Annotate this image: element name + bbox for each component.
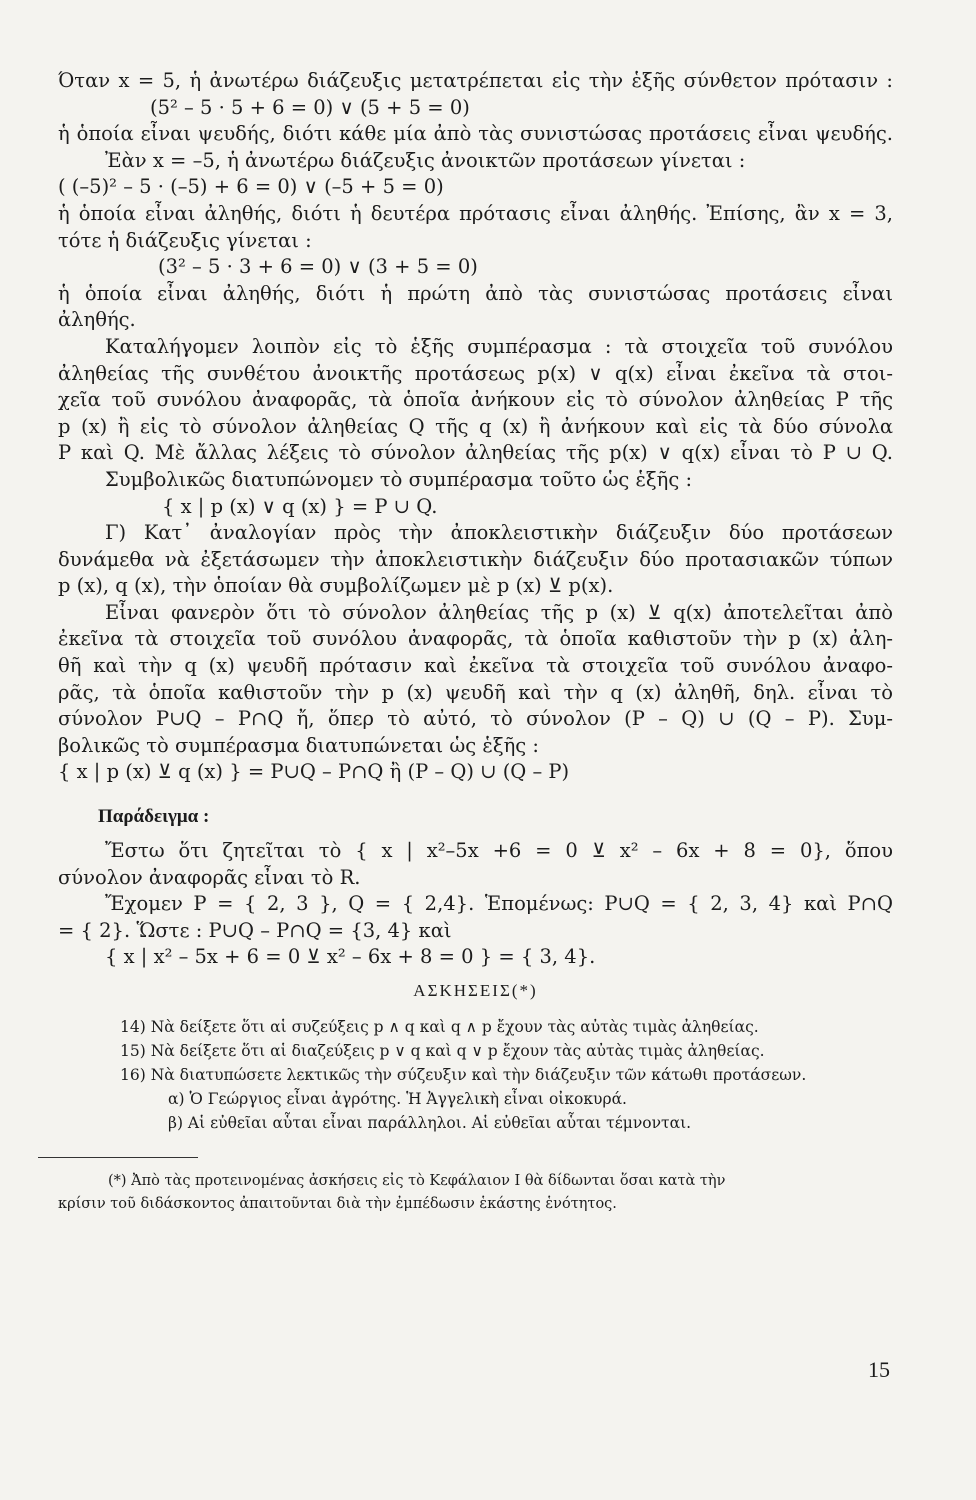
example-line: σύνολον ἀναφορᾶς εἶναι τὸ R. xyxy=(58,865,361,889)
text-line: βολικῶς τὸ συμπέρασμα διατυπώνεται ὡς ἑξῆς : xyxy=(58,733,539,757)
text-line: ἐκεῖνα τὰ στοιχεῖα τοῦ συνόλου ἀναφορᾶς, τὰ ὁποῖα καθιστοῦν τὴν p (x) ἀλη- xyxy=(58,627,893,651)
text-line: p (x) ἢ εἰς τὸ σύνολον ἀληθείας Q τῆς q (x) ἢ ἀνήκουν καὶ εἰς τὰ δύο σύνολα xyxy=(58,414,893,438)
text-line: ἀληθείας τῆς συνθέτου ἀνοικτῆς προτάσεως p(x) ∨ q(x) εἶναι ἐκεῖνα τὰ στοι- xyxy=(58,361,893,385)
text-line: τότε ἡ διάζευξις γίνεται : xyxy=(58,228,312,252)
text-line: θῆ καὶ τὴν q (x) ψευδῆ πρότασιν καὶ ἐκεῖνα τὰ στοιχεῖα τοῦ συνόλου ἀναφο- xyxy=(58,654,893,678)
text-line: Όταν x = 5, ἡ ἀνωτέρω διάζευξις μετατρέπεται εἰς τὴν ἑξῆς σύνθετον πρότασιν : xyxy=(58,69,893,92)
formula-line: { x | p (x) ∨ q (x) } = P ∪ Q. xyxy=(162,494,438,518)
text-line: P καὶ Q. Μὲ ἄλλας λέξεις τὸ σύνολον ἀληθείας τῆς p(x) ∨ q(x) εἶναι τὸ P ∪ Q. xyxy=(58,441,893,465)
example-line: Ἔχομεν P = { 2, 3 }, Q = { 2,4}. Ἑπομένως: P∪Q = { 2, 3, 4} καὶ P∩Q xyxy=(105,892,893,916)
exercise-item: 15) Νὰ δείξετε ὅτι αἱ διαζεύξεις p ∨ q καὶ q ∨ p ἔχουν τὰς αὐτὰς τιμὰς ἀληθείας. xyxy=(120,1042,765,1060)
text-line: ρᾶς, τὰ ὁποῖα καθιστοῦν τὴν p (x) ψευδῆ καὶ τὴν q (x) ἀληθῆ, δηλ. εἶναι τὸ xyxy=(58,680,893,704)
text-line: ἡ ὁποία εἶναι ἀληθής, διότι ἡ πρώτη ἀπὸ τὰς συνιστώσας προτάσεις εἶναι xyxy=(58,281,893,305)
page-number: 15 xyxy=(868,1357,890,1382)
footnote-divider xyxy=(38,1157,198,1158)
text-line: p (x), q (x), τὴν ὁποίαν θὰ συμβολίζωμεν μὲ p (x) ⊻ p(x). xyxy=(58,574,614,598)
footnote-line: κρίσιν τοῦ διδάσκοντος ἀπαιτοῦνται διὰ τὴν ἐμπέδωσιν ἑκάστης ἑνότητος. xyxy=(58,1196,617,1212)
example-line: = { 2}. Ὥστε : P∪Q – P∩Q = {3, 4} καὶ xyxy=(58,918,452,942)
footnote-line: (*) Ἀπὸ τὰς προτεινομένας ἀσκήσεις εἰς τὸ Κεφάλαιον I θὰ δίδωνται ὅσαι κατὰ τὴν xyxy=(108,1173,726,1189)
text-line: χεῖα τοῦ συνόλου ἀναφορᾶς, τὰ ὁποῖα ἀνήκουν εἰς τὸ σύνολον ἀληθείας P τῆς xyxy=(58,388,893,412)
text-line: ἡ ὁποία εἶναι ψευδής, διότι κάθε μία ἀπὸ τὰς συνιστώσας προτάσεις εἶναι ψευδής. xyxy=(58,122,893,146)
example-line: Ἔστω ὅτι ζητεῖται τὸ { x | x²–5x +6 = 0 ⊻ x² – 6x + 8 = 0}, ὅπου xyxy=(105,839,893,863)
exercise-item: 14) Νὰ δείξετε ὅτι αἱ συζεύξεις p ∧ q καὶ q ∧ p ἔχουν τὰς αὐτὰς τιμὰς ἀληθείας. xyxy=(120,1018,759,1036)
text-line: σύνολον P∪Q – P∩Q ἤ, ὅπερ τὸ αὐτό, τὸ σύνολον (P – Q) ∪ (Q – P). Συμ- xyxy=(58,707,893,731)
text-line: Συμβολικῶς διατυπώνομεν τὸ συμπέρασμα τοῦτο ὡς ἑξῆς : xyxy=(105,467,693,491)
formula-line: { x | p (x) ⊻ q (x) } = P∪Q – P∩Q ἢ (P – Q) ∪ (Q – P) xyxy=(58,760,570,784)
text-line: Ἐὰν x = –5, ἡ ἀνωτέρω διάζευξις ἀνοικτῶν προτάσεων γίνεται : xyxy=(105,148,746,172)
text-line: ἀληθής. xyxy=(58,308,136,332)
text-line: δυνάμεθα νὰ ἐξετάσωμεν τὴν ἀποκλειστικὴν διάζευξιν δύο προτασιακῶν τύπων xyxy=(58,547,893,571)
exercise-subitem: α) Ὁ Γεώργιος εἶναι ἀγρότης. Ἡ Ἀγγελικὴ εἶναι οἰκοκυρά. xyxy=(168,1090,627,1108)
exercise-item: 16) Νὰ διατυπώσετε λεκτικῶς τὴν σύζευξιν καὶ τὴν διάζευξιν τῶν κάτωθι προτάσεων. xyxy=(120,1066,807,1084)
example-heading: Παράδειγμα : xyxy=(98,806,210,828)
formula-line: ( (–5)² – 5 · (–5) + 6 = 0) ∨ (–5 + 5 = 0) xyxy=(58,175,444,199)
text-line: Γ) Κατ᾽ ἀναλογίαν πρὸς τὴν ἀποκλειστικὴν διάζευξιν δύο προτάσεων xyxy=(105,521,893,545)
example-line: { x | x² – 5x + 6 = 0 ⊻ x² – 6x + 8 = 0 } = { 3, 4}. xyxy=(105,945,596,969)
text-line: Εἶναι φανερὸν ὅτι τὸ σύνολον ἀληθείας τῆς p (x) ⊻ q(x) ἀποτελεῖται ἀπὸ xyxy=(105,600,893,624)
text-line: Καταλήγομεν λοιπὸν εἰς τὸ ἑξῆς συμπέρασμα : τὰ στοιχεῖα τοῦ συνόλου xyxy=(105,334,893,358)
formula-line: (3² – 5 · 3 + 6 = 0) ∨ (3 + 5 = 0) xyxy=(158,255,478,279)
page-body xyxy=(58,68,893,1216)
text-line: ἡ ὁποία εἶναι ἀληθής, διότι ἡ δευτέρα πρότασις εἶναι ἀληθής. Ἐπίσης, ἂν x = 3, xyxy=(58,201,893,225)
exercise-subitem: β) Αἱ εὐθεῖαι αὗται εἶναι παράλληλοι. Αἱ εὐθεῖαι αὗται τέμνονται. xyxy=(168,1114,692,1132)
formula-line: (5² – 5 · 5 + 6 = 0) ∨ (5 + 5 = 0) xyxy=(150,95,470,119)
exercises-heading: ΑΣΚΗΣΕΙΣ(*) xyxy=(413,981,538,1000)
